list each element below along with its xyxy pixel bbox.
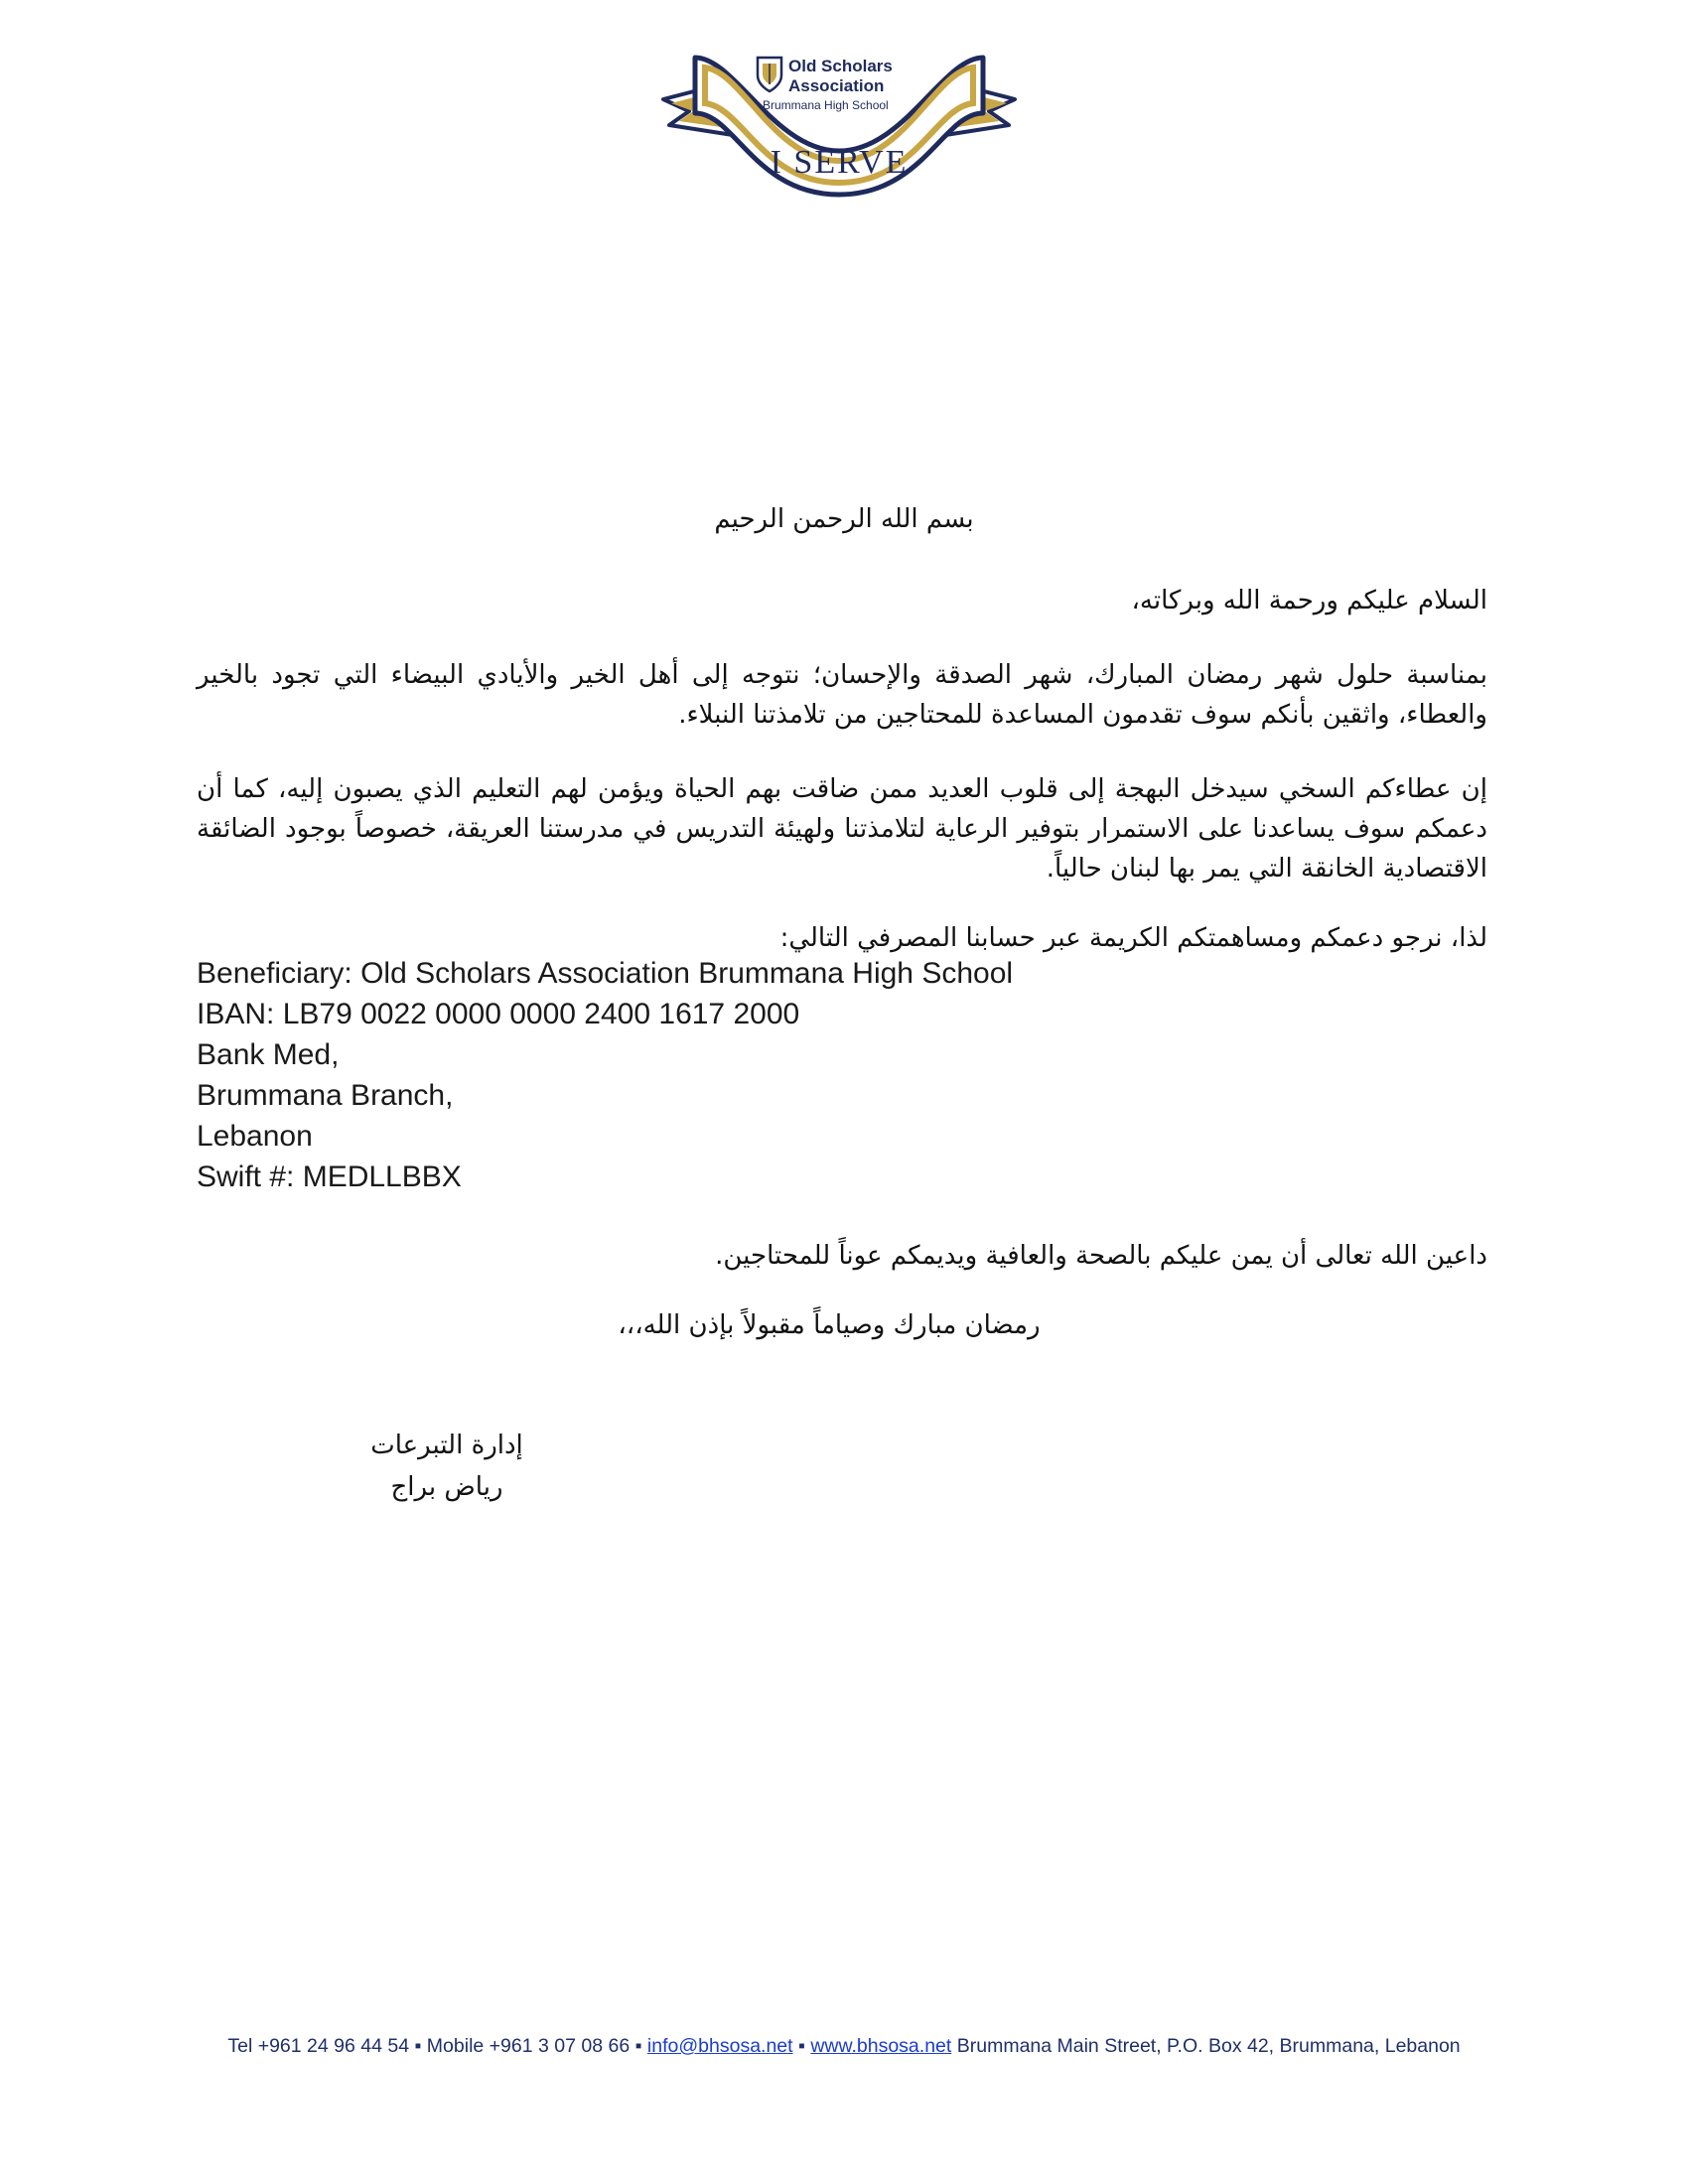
- footer-separator: ▪: [409, 2035, 427, 2057]
- closing-line: رمضان مبارك وصياماً مقبولاً بإذن الله،،،: [618, 1310, 1041, 1340]
- school-crest-icon: [758, 58, 781, 91]
- footer-separator: ▪: [630, 2035, 647, 2057]
- paragraph-request: لذا، نرجو دعمكم ومساهمتكم الكريمة عبر حسابنا المصرفي التالي:: [779, 923, 1487, 953]
- bank-iban: IBAN: LB79 0022 0000 0000 2400 1617 2000: [197, 998, 800, 1030]
- footer-address: Brummana Main Street, P.O. Box 42, Brummana, Lebanon: [951, 2035, 1461, 2057]
- bank-country: Lebanon: [197, 1120, 313, 1153]
- logo-motto: I SERVE: [770, 144, 909, 181]
- signature-name: رياض براج: [390, 1472, 503, 1502]
- footer-contact: [0, 2035, 1688, 2058]
- greeting: السلام عليكم ورحمة الله وبركاته،: [1131, 586, 1487, 615]
- signature-title: إدارة التبرعات: [370, 1431, 523, 1460]
- bank-branch: Brummana Branch,: [197, 1079, 454, 1112]
- paragraph-prayer: داعين الله تعالى أن يمن عليكم بالصحة والعافية ويديمكم عوناً للمحتاجين.: [715, 1241, 1487, 1271]
- paragraph-occasion: بمناسبة حلول شهر رمضان المبارك، شهر الصدقة والإحسان؛ نتوجه إلى أهل الخير والأيادي البيضاء التي تجود بالخير والعطاء، واثقين بأنكم سوف تقدمون المساعدة للمحتاجين من تلامذتنا النبلاء.: [197, 660, 1487, 730]
- association-logo: [655, 44, 1023, 203]
- bank-name: Bank Med,: [197, 1038, 340, 1071]
- signature-block: [338, 1425, 556, 1508]
- footer-mobile: Mobile +961 3 07 08 66: [426, 2035, 631, 2057]
- paragraph-impact: إن عطاءكم السخي سيدخل البهجة إلى قلوب العديد ممن ضاقت بهم الحياة ويؤمن لهم التعليم الذي يصبون إليه، كما أن دعمكم سوف يساعدنا على الاستمرار بتوفير الرعاية لتلامذتنا ولهيئة التدريس في مدرستنا العريقة، خصوصاً بوجود الضائقة الاقتصادية الخانقة التي يمر بها لبنان حالياً.: [197, 774, 1487, 884]
- bank-beneficiary: Beneficiary: Old Scholars Association Brummana High School: [197, 957, 1014, 990]
- bank-swift: Swift #: MEDLLBBX: [197, 1160, 462, 1193]
- footer-separator: ▪: [792, 2035, 811, 2057]
- logo-line3: Brummana High School: [763, 98, 889, 112]
- footer-email-link[interactable]: info@bhsosa.net: [646, 2035, 793, 2057]
- logo-line1: Old Scholars: [788, 57, 893, 75]
- footer-website-link[interactable]: www.bhsosa.net: [810, 2035, 952, 2057]
- footer-tel: Tel +961 24 96 44 54: [227, 2035, 410, 2057]
- bank-details: [197, 953, 1013, 1197]
- basmala: بسم الله الرحمن الرحيم: [714, 504, 974, 534]
- logo-line2: Association: [788, 76, 885, 95]
